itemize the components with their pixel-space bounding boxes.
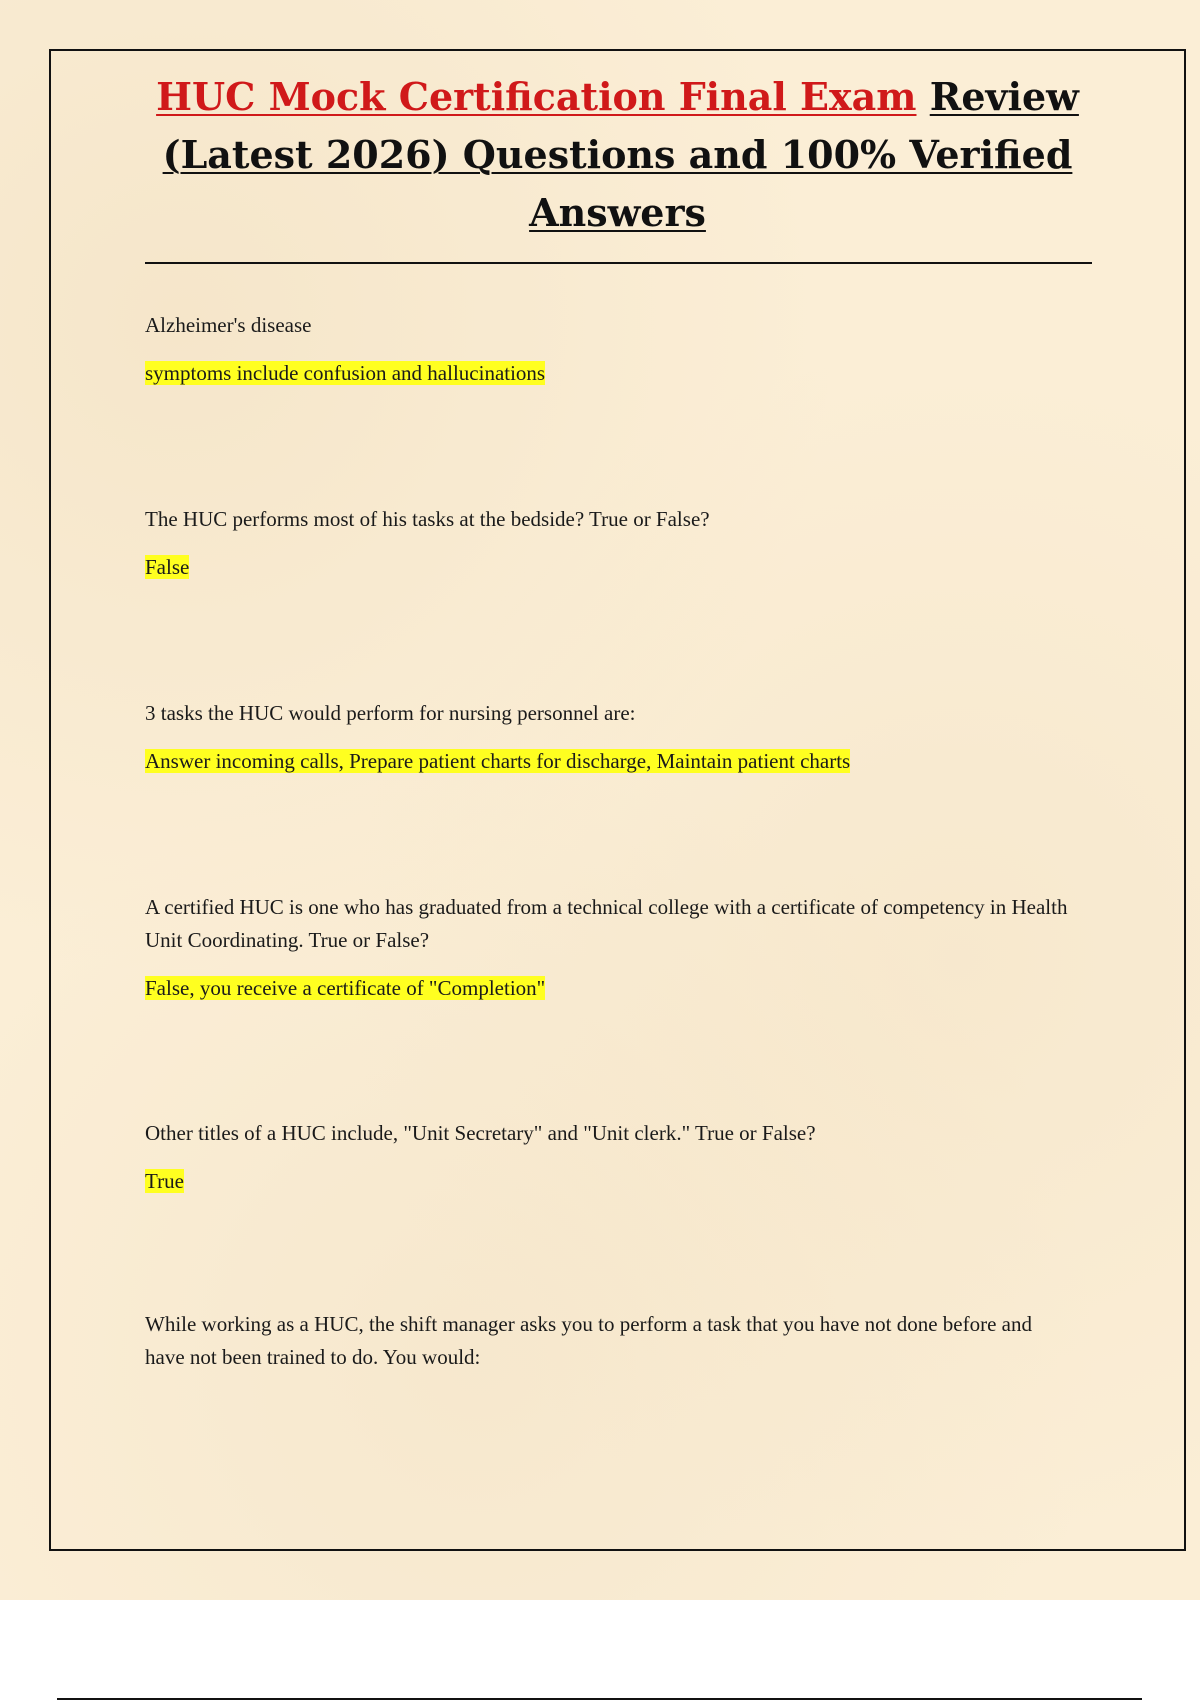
qa-item — [145, 1308, 1075, 1374]
question-text: Other titles of a HUC include, "Unit Secretary" and "Unit clerk." True or False? — [145, 1121, 816, 1145]
answer-highlight: symptoms include confusion and hallucinations — [145, 361, 546, 385]
title-divider — [145, 262, 1092, 264]
answer-highlight: True — [145, 1169, 184, 1193]
answer-highlight: False, you receive a certificate of "Completion" — [145, 976, 546, 1000]
title-red-part: HUC Mock Certification Final Exam — [156, 74, 917, 119]
qa-item — [145, 1117, 1075, 1198]
title-black-part-3: Answers — [529, 190, 706, 235]
qa-item — [145, 891, 1075, 1005]
title-black-part-2: (Latest 2026) Questions and 100% Verified — [162, 132, 1073, 177]
question-text: The HUC performs most of his tasks at the bedside? True or False? — [145, 507, 710, 531]
qa-item — [145, 503, 1075, 584]
answer-highlight: False — [145, 555, 190, 579]
question-text: Alzheimer's disease — [145, 313, 312, 337]
title-black-part-1: Review — [929, 74, 1079, 119]
qa-item — [145, 309, 1075, 390]
answer-highlight: Answer incoming calls, Prepare patient charts for discharge, Maintain patient charts — [145, 749, 851, 773]
question-text: A certified HUC is one who has graduated from a technical college with a certificate of competency in Health Unit Coordinating. True or False? — [145, 895, 1068, 952]
qa-item — [145, 697, 1075, 778]
question-text: 3 tasks the HUC would perform for nursing personnel are: — [145, 701, 636, 725]
question-text: While working as a HUC, the shift manager asks you to perform a task that you have not done before and have not been trained to do. You would: — [145, 1312, 1033, 1369]
document-title — [150, 68, 1085, 242]
